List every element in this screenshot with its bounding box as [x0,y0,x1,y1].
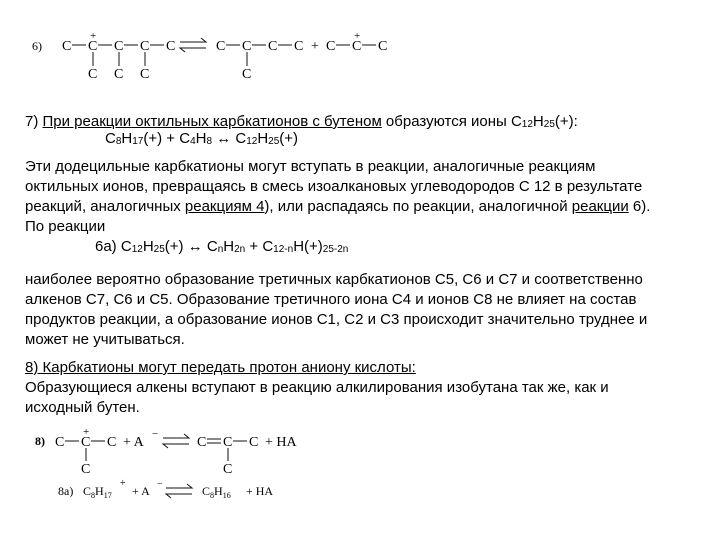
p7-equation: С8Н17(+) + С4Н8 ↔ С12Н25(+) [105,130,299,147]
atom: C [294,39,304,54]
product: + HA [265,435,297,450]
atom: C [242,39,252,54]
scheme-6 [30,28,390,84]
plus-anion: + A [132,484,150,498]
atom: C [62,39,72,54]
anion-charge: − [157,479,163,490]
scheme-8 [35,428,325,478]
atom: C [88,67,98,82]
scheme-6-label: 6) [32,39,42,53]
atom: C [114,67,124,82]
p7-link[interactable]: При реакции октильных карбкатионов с бутеном [42,113,382,130]
reactant: $C_8H_{17}$ [83,484,112,500]
scheme-8a [58,478,318,504]
atom: C [223,462,233,477]
atom: C [268,39,278,54]
atom: C [223,435,233,450]
atom: C [107,435,117,450]
atom: C [114,39,124,54]
atom: C [242,67,252,82]
atom: C [216,39,226,54]
equilibrium-arrow-icon [166,484,192,498]
charge: + [90,30,97,42]
atom: C [326,39,336,54]
plus: + [311,39,319,54]
atom: C [197,435,207,450]
para2-line2: алкенов С7, С6 и С5. Образование третичного иона С4 и ионов С8 не влияет на состав [25,291,637,308]
equilibrium-arrow-icon [180,38,206,52]
atom: C [140,39,150,54]
charge: + [120,478,126,489]
charge: + [354,30,361,42]
atom: C [378,39,388,54]
charge: + [83,428,90,438]
p8-intro[interactable]: 8) Карбкатионы могут передать протон аниону кислоты: [25,359,416,376]
atom: C [55,435,65,450]
atom: C [81,462,91,477]
para1-line4: По реакции [25,218,106,235]
atom: C [140,67,150,82]
scheme-8-label: 8) [35,434,45,448]
product: $C_8H_{16}$ [202,484,231,500]
atom: C [81,435,91,450]
scheme-8a-label: 8а) [58,484,74,498]
eq-6a: 6а) С12Н25(+) ↔ СnН2n + С12-nН(+)25-2n [95,238,349,255]
link-reactions-4[interactable]: реакциям 4 [184,198,265,215]
para1-line3: реакций, аналогичных реакциям 4), или распадаясь по реакции, аналогичной реакции 6). [25,198,651,215]
link-reaction-6[interactable]: реакции [571,198,629,215]
p7-intro: 7) При реакции октильных карбкатионов с бутеном образуются ионы С12Н25(+): [25,113,578,130]
atom: C [352,39,362,54]
atom: C [166,39,176,54]
atom: C [249,435,259,450]
p8-line2: Образующиеся алкены вступают в реакцию алкилирования изобутана так же, как и [25,379,609,396]
para1-line1: Эти додецильные карбкатионы могут вступать в реакции, аналогичные реакциям [25,158,596,175]
para2-line1: наиболее вероятно образование третичных карбкатионов С5, С6 и С7 и соответственно [25,271,643,288]
para2-line3: продуктов реакции, а образование ионов С1, С2 и С3 происходит значительно труднее и [25,311,648,328]
p8-line3: исходный бутен. [25,399,140,416]
atom: C [88,39,98,54]
para1-line2: октильных ионов, превращаясь в смесь изоалкановых углеводородов С 12 в результате [25,178,643,195]
product-tail: + HA [246,484,274,498]
plus-anion: + A [123,435,144,450]
para2-line4: может не учитываться. [25,331,185,348]
anion-charge: − [152,428,159,440]
equilibrium-arrow-icon [163,434,189,448]
